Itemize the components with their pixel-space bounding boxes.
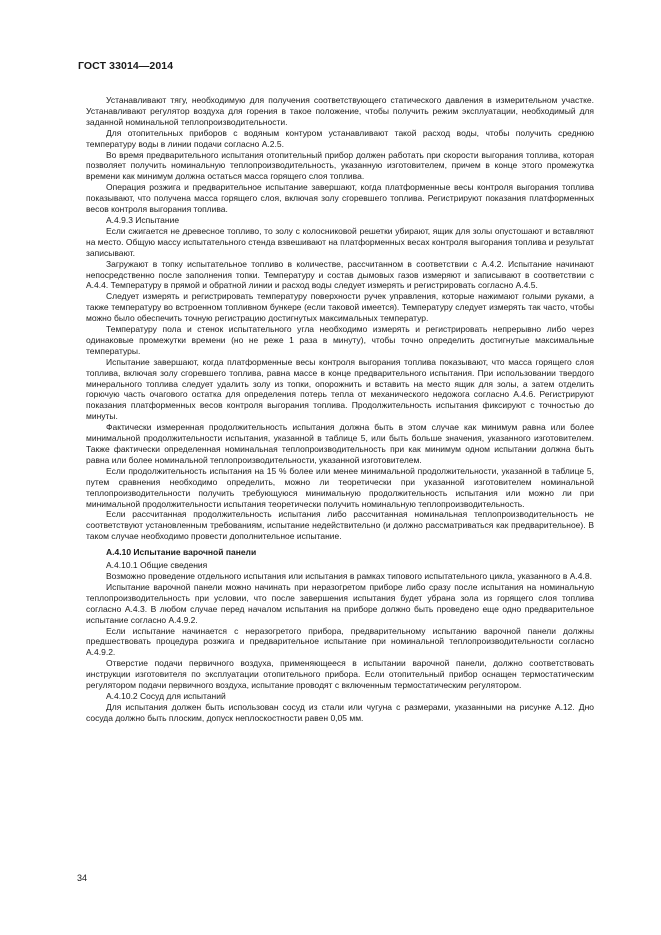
document-body [86, 95, 594, 724]
paragraph: Возможно проведение отдельного испытания или испытания в рамках типового испытательного цикла, указанного в А.4.8. [106, 570, 592, 581]
paragraph: Для испытания должен быть использован сосуд из стали или чугуна с размерами, указанными на рисунке А.12. Дно сосуда должно быть плоским, допуск неплоскостности равен 0,05 мм. [86, 701, 594, 723]
paragraph: Испытание варочной панели можно начинать при неразогретом приборе либо сразу после испытания на номинальную теплопроизводительность при условии, что после завершения испытания будет убрана зола из горящего слоя топлива согласно А.4.3. В любом случае перед началом испытания на приборе должно быть проведено еще одно предварительное испытание согласно А.4.9.2. [86, 581, 594, 625]
paragraph: Устанавливают тягу, необходимую для получения соответствующего статического давления в измерительном участке. Устанавливают регулятор воздуха для горения в такое положение, чтобы получить режим эксплуатации, необходимый для заданной номинальной теплопроизводительности. [86, 95, 594, 127]
paragraph: А.4.10.1 Общие сведения [106, 560, 208, 571]
page-number: 34 [77, 873, 88, 883]
paragraph: Операция розжига и предварительное испытание завершают, когда платформенные весы контроля выгорания топлива показывают, что получена масса горящего слоя, включая золу сгоревшего топлива. Регистрируют показания платформенных весов контроля выгорания топлива. [86, 182, 594, 215]
paragraph: Загружают в топку испытательное топливо в количестве, рассчитанном в соответствии с А.4.2. Испытание начинают непосредственно после заполнения топки. Температуру и состав дымовых газов измеряют и записывают в соответствии с А.4.4. Температуру в прямой и обратной линии и расход воды следует измерять и регистрировать согласно А.4.5. [86, 258, 594, 291]
paragraph: Фактически измеренная продолжительность испытания должна быть в этом случае как минимум равна или более минимальной продолжительности испытания, указанной в таблице 5, или быть больше значения, указанного изготовителем. Также фактически определенная номинальная теплопроизводительность при как минимум одном испытании должна быть равна или более номинальной теплопроизводительности, указанной изготовителем. [86, 422, 594, 465]
paragraph: Для отопительных приборов с водяным контуром устанавливают такой расход воды, чтобы получить среднюю температуру воды в линии подачи согласно А.2.5. [86, 127, 594, 149]
paragraph: Испытание завершают, когда платформенные весы контроля выгорания топлива показывают, что масса горящего слоя топлива, включая золу сгоревшего топлива, равна массе в конце предварительного испытания. При использовании твердого минерального топлива следует удалить золу из топки, опорожнить и вставить на место ящик для золы, а затем отделить горючую часть очагового остатка для определения потерь тепла от механического недожога согласно А.4.6. Регистрируют показания платформенных весов контроля выгорания топлива. Продолжительность испытания фиксируют с точностью до минуты. [86, 356, 594, 422]
paragraph: Следует измерять и регистрировать температуру поверхности ручек управления, которые нажимают голыми руками, а также температуру во встроенном топливном бункере (если таковой имеется). Температуру следует измерять так часто, чтобы можно было обеспечить точную регистрацию достигнутых максимальных температур. [86, 291, 594, 324]
paragraph: Температуру пола и стенок испытательного угла необходимо измерять и регистрировать непрерывно либо через одинаковые промежутки времени (но не реже 1 раза в минуту), чтобы точно определить достигнутые максимальные температуры. [86, 324, 594, 356]
paragraph: Если продолжительность испытания на 15 % более или менее минимальной продолжительности, указанной в таблице 5, путем сравнения необходимо определить, можно ли теоретически при указанной изготовителем номинальной теплопроизводительности получить требующуюся минимальную продолжительность испытания или можно ли при минимальной продолжительности испытания теоретически получить номинальную теплопроизводительность. [86, 465, 594, 509]
paragraph: Если рассчитанная продолжительность испытания либо рассчитанная номинальная теплопроизводительность не соответствуют установленным требованиям, испытание недействительно (и должно рассматриваться как предварительное). В таком случае необходимо провести дополнительное испытание. [86, 509, 594, 542]
paragraph: А.4.9.3 Испытание [106, 214, 180, 225]
paragraph: Во время предварительного испытания отопительный прибор должен работать при скорости выгорания топлива, которая позволяет получить номинальную теплопроизводительность, указанную изготовителем, причем в конце этого промежутка времени как минимум должна остаться масса горящего слоя топлива. [86, 149, 594, 182]
document-header: ГОСТ 33014—2014 [78, 60, 174, 72]
paragraph: А.4.10.2 Сосуд для испытаний [106, 690, 226, 701]
paragraph: Если испытание начинается с неразогретого прибора, предварительному испытанию варочной панели должны предшествовать процедура розжига и предварительное испытание при номинальной теплопроизводительности согласно А.4.9.2. [86, 625, 594, 658]
section-heading: А.4.10 Испытание варочной панели [106, 547, 257, 558]
paragraph: Если сжигается не древесное топливо, то золу с колосниковой решетки убирают, ящик для золы опустошают и вставляют на место. Общую массу испытательного стенда взвешивают на платформенных весах контроля выгорания топлива и результат записывают. [86, 225, 594, 258]
paragraph: Отверстие подачи первичного воздуха, применяющееся в испытании варочной панели, должно соответствовать инструкции изготовителя по эксплуатации отопительного прибора. Если отопительный прибор оснащен термостатическим регулятором подачи первичного воздуха, испытание проводят с включенным термостатическим регулятором. [86, 658, 594, 691]
